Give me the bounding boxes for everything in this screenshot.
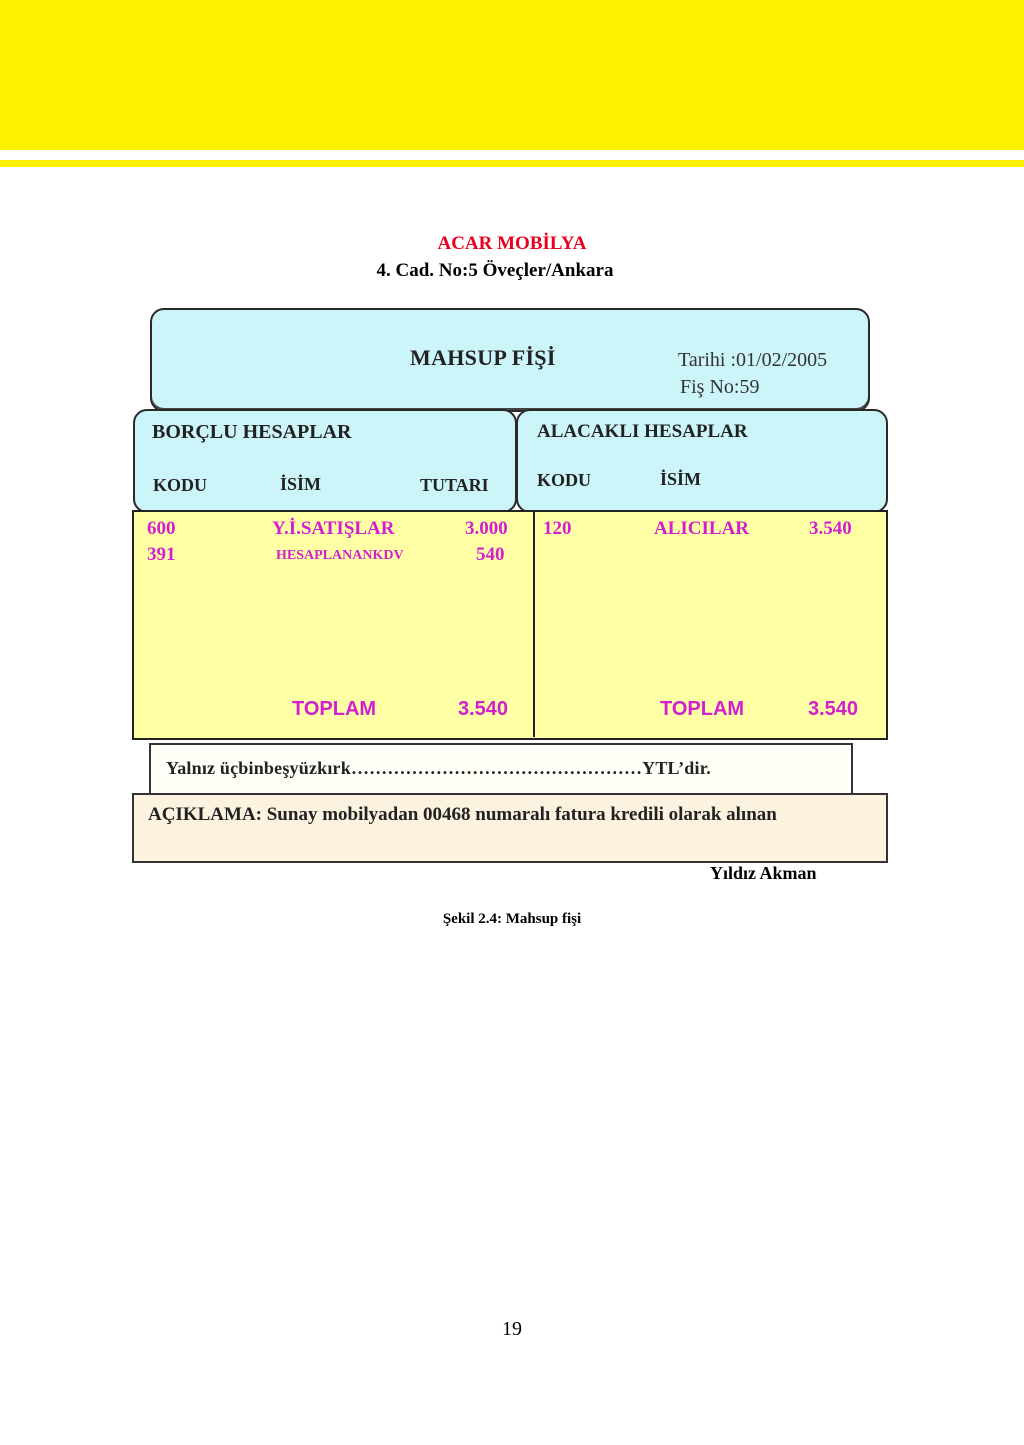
alacakli-col-kodu: KODU [537, 470, 591, 490]
ledger-body [132, 510, 888, 740]
figure-caption: Şekil 2.4: Mahsup fişi [442, 911, 582, 927]
description-text: AÇIKLAMA: Sunay mobilyadan 00468 numaralı fatura kredili olarak alınan [148, 804, 777, 825]
borclu-row-isim: HESAPLANANKDV [276, 548, 404, 563]
ledger-divider [533, 511, 535, 737]
borclu-row-tutar: 3.000 [465, 518, 508, 539]
banner-stripe [0, 160, 1024, 167]
alacakli-row-tutar: 3.540 [809, 518, 852, 539]
amount-in-words: Yalnız üçbinbeşyüzkırk…………………………………………YTL’dir. [166, 758, 711, 778]
borclu-row-kodu: 600 [147, 518, 176, 539]
alacakli-col-isim: İSİM [660, 469, 702, 489]
borclu-row-kodu: 391 [147, 544, 176, 565]
fis-date: Tarihi :01/02/2005 [678, 349, 828, 371]
borclu-toplam-value: 3.540 [458, 698, 509, 720]
alacakli-toplam-label: TOPLAM [660, 698, 745, 720]
alacakli-title: ALACAKLI HESAPLAR [537, 421, 748, 442]
borclu-toplam-label: TOPLAM [292, 698, 377, 720]
alacakli-toplam-value: 3.540 [808, 698, 859, 720]
fis-title: MAHSUP FİŞİ [410, 345, 556, 370]
borclu-title: BORÇLU HESAPLAR [152, 421, 352, 443]
company-name: ACAR MOBİLYA [437, 233, 587, 254]
fis-number: Fiş No:59 [680, 376, 760, 398]
author-name: Yıldız Akman [710, 863, 817, 883]
company-address: 4. Cad. No:5 Öveçler/Ankara [376, 260, 614, 281]
alacakli-row-kodu: 120 [543, 518, 572, 539]
borclu-row-isim: Y.İ.SATIŞLAR [272, 518, 395, 539]
top-banner [0, 0, 1024, 150]
page-number: 19 [502, 1318, 522, 1340]
borclu-col-kodu: KODU [153, 475, 207, 495]
borclu-col-tutari: TUTARI [420, 475, 489, 495]
alacakli-row-isim: ALICILAR [654, 518, 750, 539]
borclu-col-isim: İSİM [280, 474, 322, 494]
borclu-row-tutar: 540 [476, 544, 505, 565]
